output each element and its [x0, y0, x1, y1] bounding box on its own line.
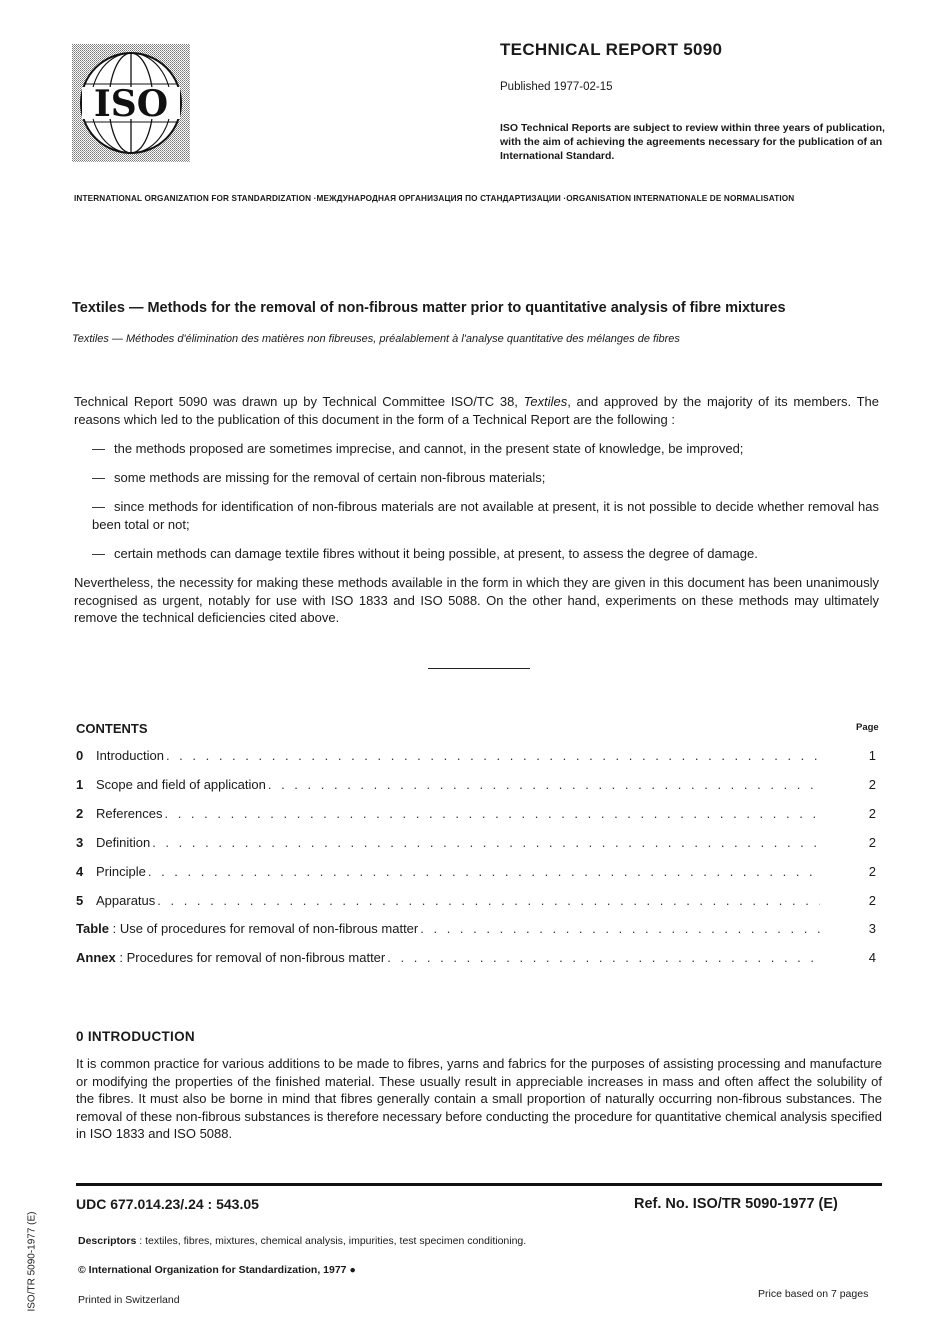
- document-title: Textiles — Methods for the removal of non-fibrous matter prior to quantitative analysis of fibre mixtures: [72, 300, 786, 316]
- contents-heading: CONTENTS: [76, 721, 148, 736]
- toc-item[interactable]: 2 References . . . 2: [76, 806, 876, 826]
- copyright: © International Organization for Standardization, 1977 ●: [78, 1264, 356, 1276]
- report-title: TECHNICAL REPORT 5090: [500, 40, 723, 59]
- introduction-paragraph: It is common practice for various additions to be made to fibres, yarns and fabrics for the purposes of assisting processing and manufacture or modifying the properties of the finished material. These usually result in appreciable increases in mass and often affect the solubility of the fibres. It must also be borne in mind that fibres generally contain a small proportion of naturally occurring non-fibrous substances. The removal of these non-fibrous substances is therefore necessary before conducting the procedure for quantitative chemical analysis specified in ISO 1833 and ISO 5088.: [76, 1056, 882, 1141]
- iso-logo: [72, 44, 190, 162]
- list-item: — the methods proposed are sometimes imprecise, and cannot, in the present state of knowledge, be improved;: [92, 441, 744, 456]
- toc-item[interactable]: Annex : Procedures for removal of non-fibrous matter . . . 4: [76, 950, 876, 970]
- toc-item[interactable]: 0 Introduction . . . 1: [76, 748, 876, 768]
- toc-item[interactable]: Table : Use of procedures for removal of non-fibrous matter . . . 3: [76, 921, 876, 941]
- review-note: ISO Technical Reports are subject to review within three years of publication, with the aim of achieving the agreements necessary for the publication of an International Standard.: [500, 122, 885, 162]
- nevertheless-paragraph: Nevertheless, the necessity for making these methods available in the form in which they are given in this document has been unanimously recognised as urgent, notably for use with ISO 1833 and ISO 5088. On the other hand, experiments on these methods may ultimately remove the technical deficiencies cited above.: [74, 575, 879, 625]
- list-item: — certain methods can damage textile fibres without it being possible, at present, to assess the degree of damage.: [92, 546, 758, 561]
- page-column-label: Page: [856, 722, 879, 733]
- document-title-french: Textiles — Méthodes d'élimination des matières non fibreuses, préalablement à l'analyse quantitative des mélanges de fibres: [72, 333, 680, 345]
- separator-line: [428, 668, 530, 669]
- descriptors: Descriptors : textiles, fibres, mixtures, chemical analysis, impurities, test specimen conditioning.: [78, 1235, 527, 1247]
- reference-number: Ref. No. ISO/TR 5090-1977 (E): [634, 1196, 838, 1212]
- svg-text:ISO: ISO: [93, 83, 169, 125]
- printed-in: Printed in Switzerland: [78, 1294, 180, 1306]
- published-date: Published 1977-02-15: [500, 81, 613, 93]
- foreword-paragraph: Technical Report 5090 was drawn up by Technical Committee ISO/TC 38, Textiles, and approved by the majority of its members. The reasons which led to the publication of this document in the form of a Technical Report are the following :: [74, 394, 879, 427]
- footer-rule: [76, 1183, 882, 1186]
- side-reference: ISO/TR 5090-1977 (E): [26, 1211, 38, 1312]
- toc-item[interactable]: 1 Scope and field of application . . . 2: [76, 777, 876, 797]
- committee-name: Textiles: [523, 394, 568, 409]
- price-note: Price based on 7 pages: [758, 1288, 869, 1300]
- toc-item[interactable]: 4 Principle . . . 2: [76, 864, 876, 884]
- list-item: — some methods are missing for the removal of certain non-fibrous materials;: [92, 470, 546, 485]
- introduction-heading: 0 INTRODUCTION: [76, 1029, 195, 1044]
- toc-item[interactable]: 3 Definition . . . 2: [76, 835, 876, 855]
- list-item: — since methods for identification of non-fibrous materials are not available at present, it is not possible to decide whether removal has been total or not;: [92, 499, 879, 532]
- udc-number: UDC 677.014.23/.24 : 543.05: [76, 1196, 259, 1212]
- organization-line: INTERNATIONAL ORGANIZATION FOR STANDARDIZATION ·МЕЖДУНАРОДНАЯ ОРГАНИЗАЦИЯ ПО СТАНДАРТИЗАЦИИ ·ORGANISATION INTERNATIONALE DE NORMALISATION: [74, 194, 795, 203]
- toc-item[interactable]: 5 Apparatus . . . 2: [76, 893, 876, 913]
